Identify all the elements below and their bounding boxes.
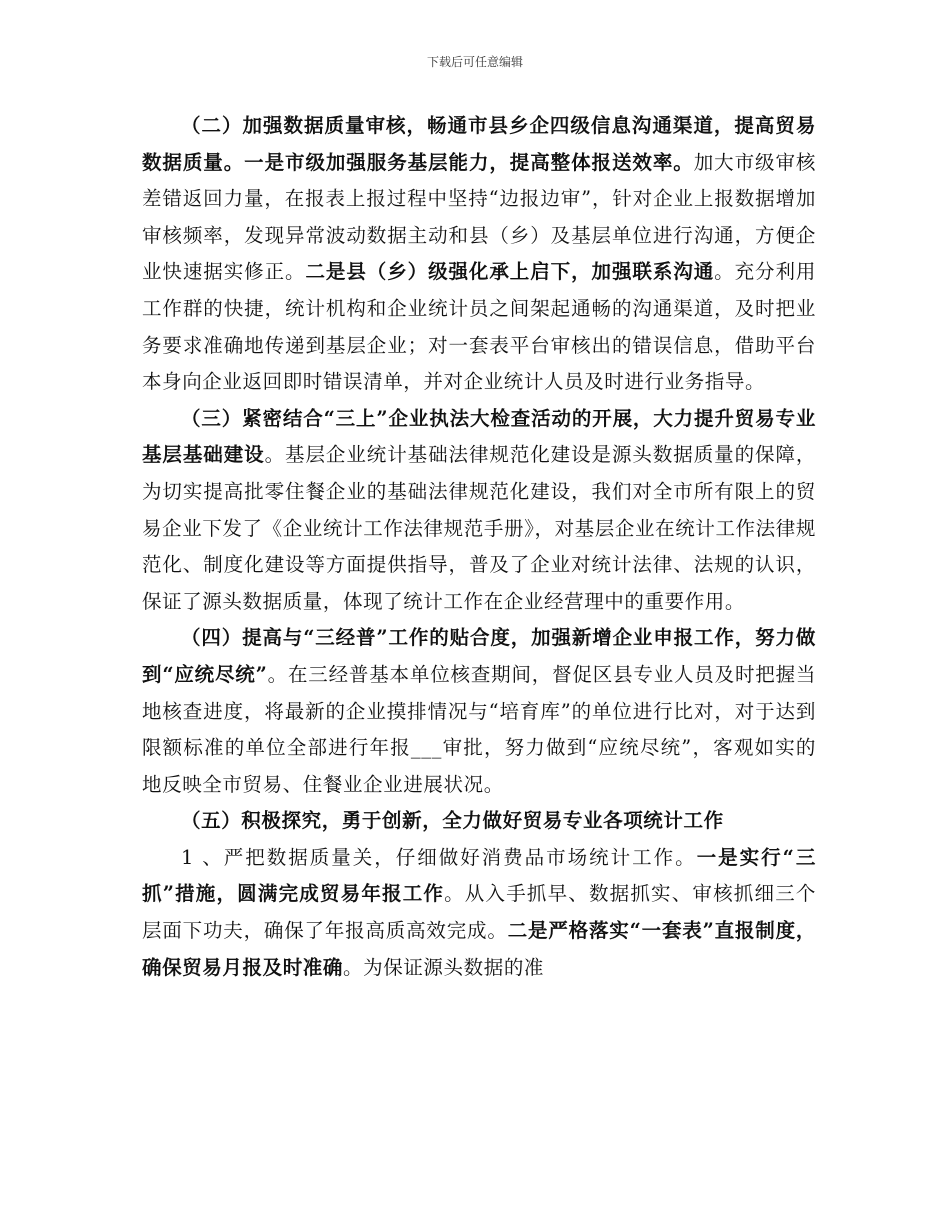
point-2-heading: 二是县（乡）级强化承上启下，加强联系沟通 <box>305 260 715 284</box>
paragraph-section-4 <box>142 620 816 803</box>
section-4-text: 。在三经普基本单位核查期间，督促区县专业人员及时把握当地核查进度，将最新的企业摸排情况与“培育库”的单位进行比对，对于达到限额标准的单位全部进行年报___审批，努力做到“应统尽统”，客观如实的地反映全市贸易、住餐业企业进展状况。 <box>142 662 816 796</box>
point-2-text: 。充分利用工作群的快捷，统计机构和企业统计员之间架起通畅的沟通渠道，及时把业务要求准确地传递到基层企业；对一套表平台审核出的错误信息，借助平台本身向企业返回即时错误清单，并对企业统计人员及时进行业务指导。 <box>142 260 816 394</box>
paragraph-section-3 <box>142 401 816 621</box>
heading-section-3: （三）紧密结合“三上”企业执法大检查活动的开展，大力提升贸易专业基层基础建设 <box>142 406 816 467</box>
paragraph-section-2 <box>142 108 816 401</box>
section-3-text: 。基层企业统计基础法律规范化建设是源头数据质量的保障，为切实提高批零住餐企业的基础法律规范化建设，我们对全市所有限上的贸易企业下发了《企业统计工作法律规范手册》，对基层企业在统计工作法律规范化、制度化建设等方面提供指导，普及了企业对统计法律、法规的认识，保证了源头数据质量，体现了统计工作在企业经营理中的重要作用。 <box>142 443 816 613</box>
item-1-point-2-text: 。为保证源头数据的准 <box>343 955 545 979</box>
paragraph-section-5 <box>142 803 816 840</box>
point-1-heading: 一是市级加强服务基层能力，提高整体报送效率。 <box>244 150 694 174</box>
item-1-point-1-text: 。从入手抓早、数据抓实、审核抓细三个层面下功夫，确保了年报高质高效完成。 <box>142 882 816 943</box>
item-1-point-1-heading: 一是实行“三抓”措施，圆满完成贸易年报工作 <box>142 845 816 906</box>
item-1-point-2-heading: 二是严格落实“一套表”直报制度，确保贸易月报及时准确 <box>142 919 816 979</box>
heading-section-5: （五）积极探究，勇于创新，全力做好贸易专业各项统计工作 <box>181 809 724 833</box>
heading-section-2: （二）加强数据质量审核，畅通市县乡企四级信息沟通渠道，提高贸易数据质量。 <box>142 114 816 174</box>
point-1-text: 加大市级审核差错返回力量，在报表上报过程中坚持“边报边审”，针对企业上报数据增加审核频率，发现异常波动数据主动和县（乡）及基层单位进行沟通，方便企业快速据实修正。 <box>142 150 816 284</box>
page-header: 下载后可任意编辑 <box>426 55 523 69</box>
item-1-title: 1 、严把数据质量关，仔细做好消费品市场统计工作。 <box>181 845 697 869</box>
paragraph-item-1 <box>142 840 816 986</box>
heading-section-4: （四）提高与“三经普”工作的贴合度，加强新增企业申报工作，努力做到“应统尽统” <box>142 626 816 686</box>
document-body <box>142 108 816 986</box>
